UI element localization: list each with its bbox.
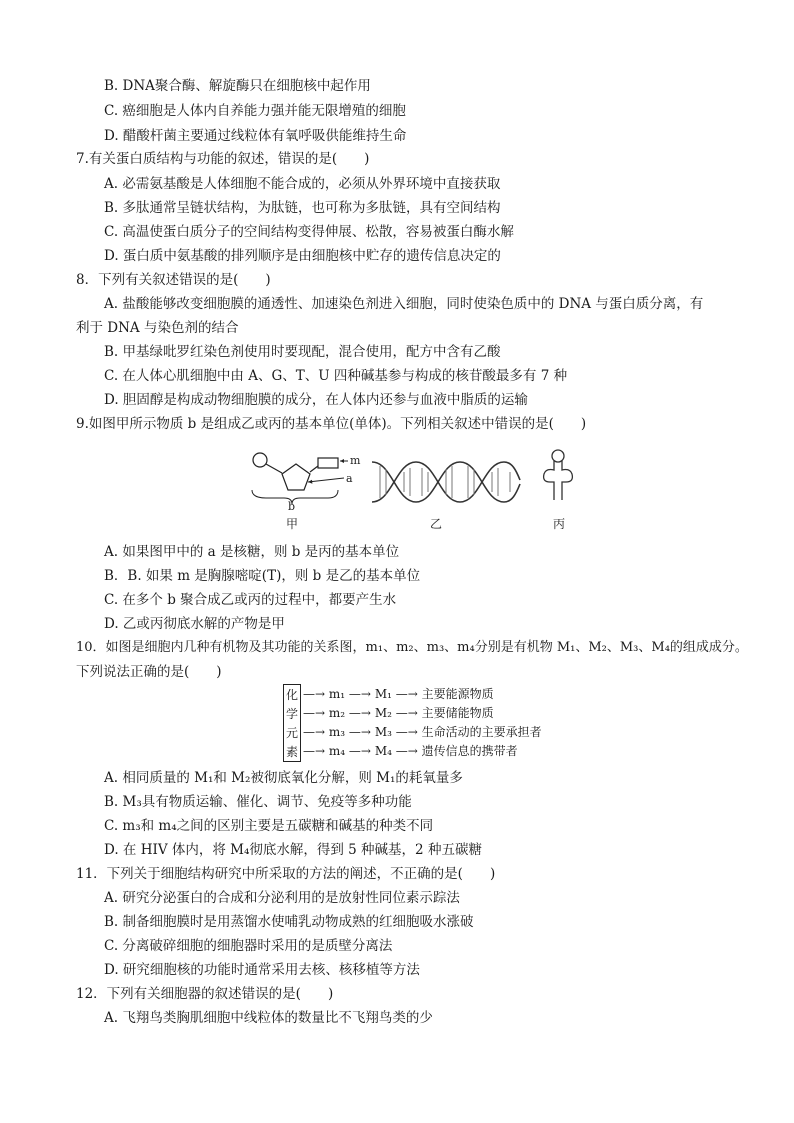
- q9-option-d: D. 乙或丙彻底水解的产物是甲: [104, 616, 285, 632]
- arrow-icon: —→: [303, 744, 326, 758]
- row-4-m: m₄: [328, 744, 346, 758]
- box-char-4: 素: [286, 745, 299, 759]
- q10-stem-line1: 10．如图是细胞内几种有机物及其功能的关系图，m₁、m₂、m₃、m₄分别是有机物 M₁、M₂、M₃、M₄的组成成分。: [76, 640, 748, 655]
- row-1-M: M₁: [374, 687, 392, 701]
- q7-option-a: A. 必需氨基酸是人体细胞不能合成的，必须从外界环境中直接获取: [104, 176, 501, 192]
- arrow-icon: —→: [395, 744, 418, 758]
- trna-diagram: [544, 450, 573, 500]
- row-2-m: m₂: [328, 706, 346, 720]
- arrow-icon: —→: [348, 687, 371, 701]
- row-4-function: 遗传信息的携带者: [421, 744, 518, 758]
- q10-option-a: A. 相同质量的 M₁和 M₂被彻底氧化分解，则 M₁的耗氧量多: [104, 770, 463, 786]
- q9-option-b: B．B. 如果 m 是胸腺嘧啶(T)，则 b 是乙的基本单位: [104, 568, 421, 584]
- q11-option-d: D. 研究细胞核的功能时通常采用去核、核移植等方法: [104, 962, 420, 978]
- arrow-icon: —→: [348, 725, 371, 739]
- q11-option-a: A. 研究分泌蛋白的合成和分泌利用的是放射性同位素示踪法: [104, 890, 460, 906]
- diagram-row-3: [303, 723, 542, 740]
- q10-option-c: C. m₃和 m₄之间的区别主要是五碳糖和碱基的种类不同: [104, 818, 434, 834]
- q12-option-a: A. 飞翔鸟类胸肌细胞中线粒体的数量比不飞翔鸟类的少: [104, 1010, 433, 1026]
- q9-option-c: C. 在多个 b 聚合成乙或丙的过程中，都要产生水: [104, 592, 397, 608]
- q9-stem: 9.如图甲所示物质 b 是组成乙或丙的基本单位(单体)。下列相关叙述中错误的是( ): [76, 416, 587, 432]
- arrow-icon: —→: [348, 706, 371, 720]
- nucleotide-diagram: [252, 453, 348, 504]
- row-3-m: m₃: [328, 725, 346, 739]
- q8-option-b: B. 甲基绿吡罗红染色剂使用时要现配，混合使用，配方中含有乙酸: [104, 344, 501, 360]
- row-2-M: M₂: [374, 706, 392, 720]
- arrow-icon: —→: [303, 706, 326, 720]
- q7-option-d: D. 蛋白质中氨基酸的排列顺序是由细胞核中贮存的遗传信息决定的: [104, 248, 501, 264]
- row-1-function: 主要能源物质: [421, 687, 494, 701]
- q11-option-b: B. 制备细胞膜时是用蒸馏水使哺乳动物成熟的红细胞吸水涨破: [104, 914, 474, 930]
- q10-option-d: D. 在 HIV 体内，将 M₄彻底水解，得到 5 种碱基，2 种五碳糖: [104, 842, 482, 858]
- box-char-1: 化: [286, 688, 299, 702]
- q8-stem: 8．下列有关叙述错误的是( ): [76, 272, 271, 288]
- q7-stem: 7.有关蛋白质结构与功能的叙述，错误的是( ): [76, 151, 370, 167]
- row-2-function: 主要储能物质: [421, 706, 494, 720]
- q7-option-b: B. 多肽通常呈链状结构，为肽链，也可称为多肽链，具有空间结构: [104, 200, 501, 216]
- fig-label-m: m: [350, 454, 361, 467]
- row-3-function: 生命活动的主要承担者: [421, 725, 542, 739]
- q6-option-d: D. 醋酸杆菌主要通过线粒体有氧呼吸供能维持生命: [104, 128, 407, 144]
- q10-diagram: [283, 684, 553, 764]
- q7-option-c: C. 高温使蛋白质分子的空间结构变得伸展、松散，容易被蛋白酶水解: [104, 224, 514, 240]
- q9-figure: [246, 444, 586, 534]
- q6-option-b: B. DNA聚合酶、解旋酶只在细胞核中起作用: [104, 78, 371, 94]
- q11-option-c: C. 分离破碎细胞的细胞器时采用的是质壁分离法: [104, 938, 393, 954]
- q8-option-c: C. 在人体心肌细胞中由 A、G、T、U 四种碱基参与构成的核苷酸最多有 7 种: [104, 368, 568, 384]
- q10-stem-line2: 下列说法正确的是( ): [76, 664, 222, 680]
- arrow-icon: —→: [395, 725, 418, 739]
- q11-stem: 11．下列关于细胞结构研究中所采取的方法的阐述，不正确的是( ): [76, 866, 496, 882]
- q8-option-a-line2: 利于 DNA 与染色剂的结合: [76, 320, 239, 336]
- diagram-row-1: [303, 685, 494, 702]
- row-3-M: M₃: [374, 725, 392, 739]
- box-char-2: 学: [286, 707, 299, 721]
- diagram-row-4: [303, 742, 518, 759]
- box-char-3: 元: [286, 726, 299, 740]
- q6-option-c: C. 癌细胞是人体内自养能力强并能无限增殖的细胞: [104, 103, 406, 119]
- q8-option-d: D. 胆固醇是构成动物细胞膜的成分，在人体内还参与血液中脂质的运输: [104, 392, 528, 408]
- row-1-m: m₁: [328, 687, 346, 701]
- arrow-icon: —→: [395, 687, 418, 701]
- q10-option-b: B. M₃具有物质运输、催化、调节、免疫等多种功能: [104, 794, 412, 810]
- fig-label-bing: 丙: [553, 517, 566, 531]
- dna-double-helix-diagram: [372, 462, 520, 502]
- arrow-icon: —→: [395, 706, 418, 720]
- fig-label-a: a: [346, 472, 353, 485]
- diagram-row-2: [303, 704, 494, 721]
- fig-label-jia: 甲: [286, 517, 299, 531]
- chemical-elements-box: [283, 684, 301, 762]
- q12-stem: 12．下列有关细胞器的叙述错误的是( ): [76, 986, 334, 1002]
- fig-label-b: b: [288, 500, 296, 513]
- row-4-M: M₄: [374, 744, 392, 758]
- arrow-icon: —→: [348, 744, 371, 758]
- q8-option-a-line1: A. 盐酸能够改变细胞膜的通透性、加速染色剂进入细胞，同时使染色质中的 DNA 与蛋白质分离，有: [104, 296, 704, 312]
- q9-option-a: A. 如果图甲中的 a 是核糖，则 b 是丙的基本单位: [104, 544, 400, 560]
- arrow-icon: —→: [303, 725, 326, 739]
- arrow-icon: —→: [303, 687, 326, 701]
- fig-label-yi: 乙: [430, 517, 443, 531]
